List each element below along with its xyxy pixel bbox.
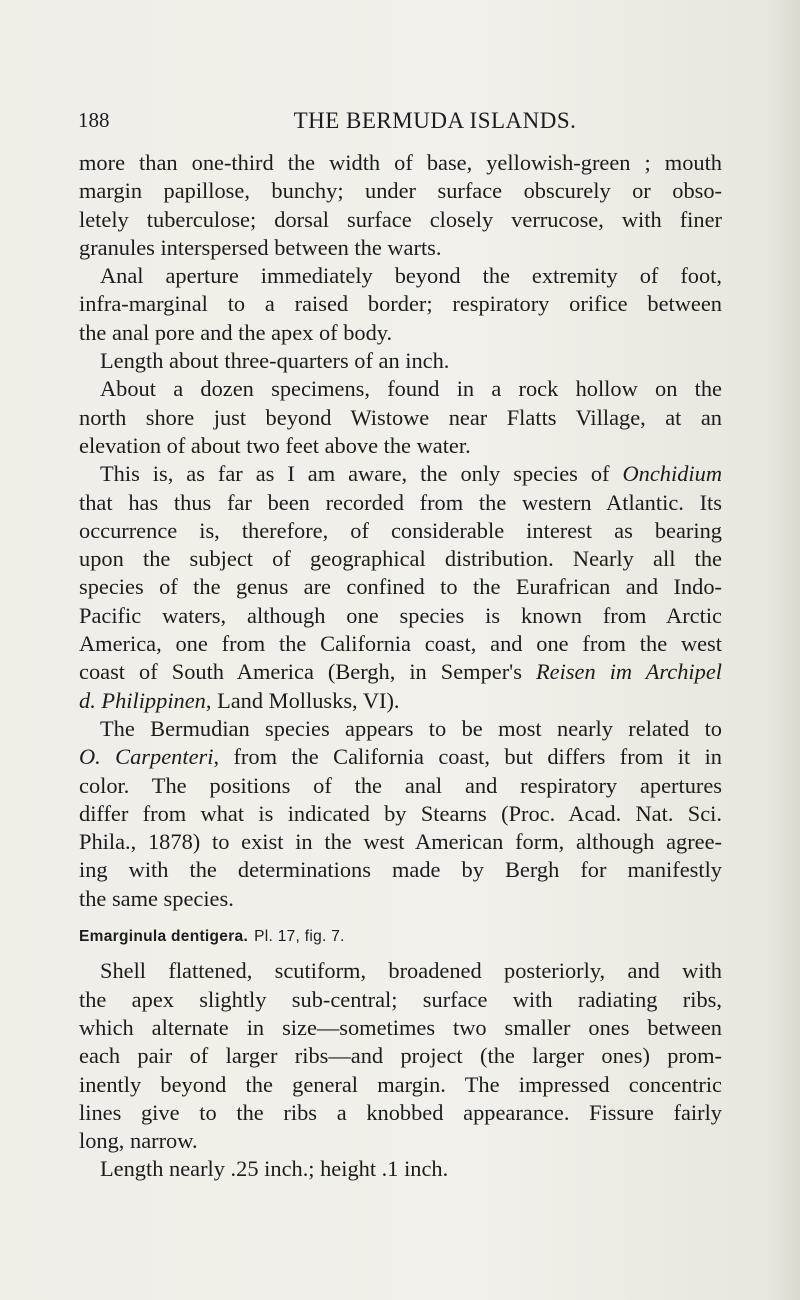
running-title: THE BERMUDA ISLANDS.: [293, 108, 577, 133]
text-run: , Land Mollusks, VI).: [205, 687, 400, 713]
species-name: O. Carpenteri: [79, 744, 214, 770]
text-line: color. The positions of the anal and respiratory apertures: [79, 772, 722, 798]
text-line: elevation of about two feet above the water.: [79, 432, 471, 458]
text-line: Shell flattened, scutiform, broadened posteriorly, and with: [100, 958, 722, 984]
paragraph-length: [79, 347, 722, 375]
text-line: each pair of larger ribs—and project (the larger ones) prom-: [79, 1043, 722, 1069]
text-line: more than one-third the width of base, yellowish-green ; mouth: [79, 150, 722, 175]
text-line: infra-marginal to a raised border; respiratory orifice between: [79, 291, 722, 317]
page-header: [78, 108, 722, 138]
plate-reference: Pl. 17, fig. 7.: [254, 928, 345, 946]
text-line: margin papillose, bunchy; under surface obscurely or obso-: [79, 178, 722, 204]
genus-name: Onchidium: [622, 461, 722, 487]
text-line: America, one from the California coast, and one from the west: [79, 631, 722, 657]
text-run: This is, as far as I am aware, the only species of: [100, 461, 623, 487]
paragraph-relation: [79, 715, 722, 913]
paragraph-shell: [79, 957, 722, 1155]
text-line: The Bermudian species appears to be most nearly related to: [100, 715, 722, 741]
body-text: [79, 149, 722, 1184]
text-line: occurrence is, therefore, of considerable interest as bearing: [79, 517, 722, 543]
text-line: which alternate in size—sometimes two smaller ones between: [79, 1014, 722, 1040]
text-line: upon the subject of geographical distribution. Nearly all the: [79, 546, 722, 572]
text-run: , from the California coast, but differs from it in: [213, 744, 722, 770]
text-line: Phila., 1878) to exist in the west American form, although agree-: [79, 829, 722, 855]
text-line: letely tuberculose; dorsal surface closely verrucose, with finer: [79, 206, 722, 232]
text-line: the anal pore and the apex of body.: [79, 319, 393, 345]
text-line: ing with the determinations made by Bergh for manifestly: [79, 857, 722, 883]
paragraph-description: [79, 149, 722, 262]
text-line: long, narrow.: [79, 1128, 198, 1154]
text-line: differ from what is indicated by Stearns (Proc. Acad. Nat. Sci.: [79, 800, 722, 826]
text-line: About a dozen specimens, found in a rock hollow on the: [100, 376, 722, 402]
text-line: Anal aperture immediately beyond the extremity of foot,: [100, 263, 722, 289]
text-line: [79, 743, 722, 771]
text-line: that has thus far been recorded from the western Atlantic. Its: [79, 489, 722, 515]
text-line: [79, 460, 722, 488]
work-title: Reisen im Archipel: [535, 659, 723, 685]
text-line: Length nearly .25 inch.; height .1 inch.: [100, 1156, 449, 1182]
text-line: the same species.: [79, 885, 234, 911]
text-line: [79, 687, 722, 715]
paragraph-measurements: [79, 1155, 722, 1183]
text-line: Pacific waters, although one species is known from Arctic: [79, 602, 722, 628]
paragraph-distribution: [79, 460, 722, 715]
text-line: inently beyond the general margin. The impressed concentric: [79, 1071, 722, 1097]
section-heading: [79, 923, 722, 951]
work-title: d. Philippinen: [79, 687, 206, 713]
text-line: species of the genus are confined to the Eurafrican and Indo-: [79, 574, 722, 600]
text-line: granules interspersed between the warts.: [79, 234, 442, 260]
paragraph-anal-aperture: [79, 262, 722, 347]
text-line: [79, 658, 722, 686]
paragraph-specimens: [79, 375, 722, 460]
species-heading: Emarginula dentigera.: [79, 928, 249, 946]
text-line: north shore just beyond Wistowe near Flatts Village, at an: [79, 404, 722, 430]
text-run: coast of South America (Bergh, in Semper's: [79, 659, 536, 685]
text-line: Length about three-quarters of an inch.: [100, 348, 450, 374]
text-line: lines give to the ribs a knobbed appearance. Fissure fairly: [79, 1099, 722, 1125]
text-line: the apex slightly sub-central; surface with radiating ribs,: [79, 986, 722, 1012]
page-number: 188: [78, 108, 110, 132]
